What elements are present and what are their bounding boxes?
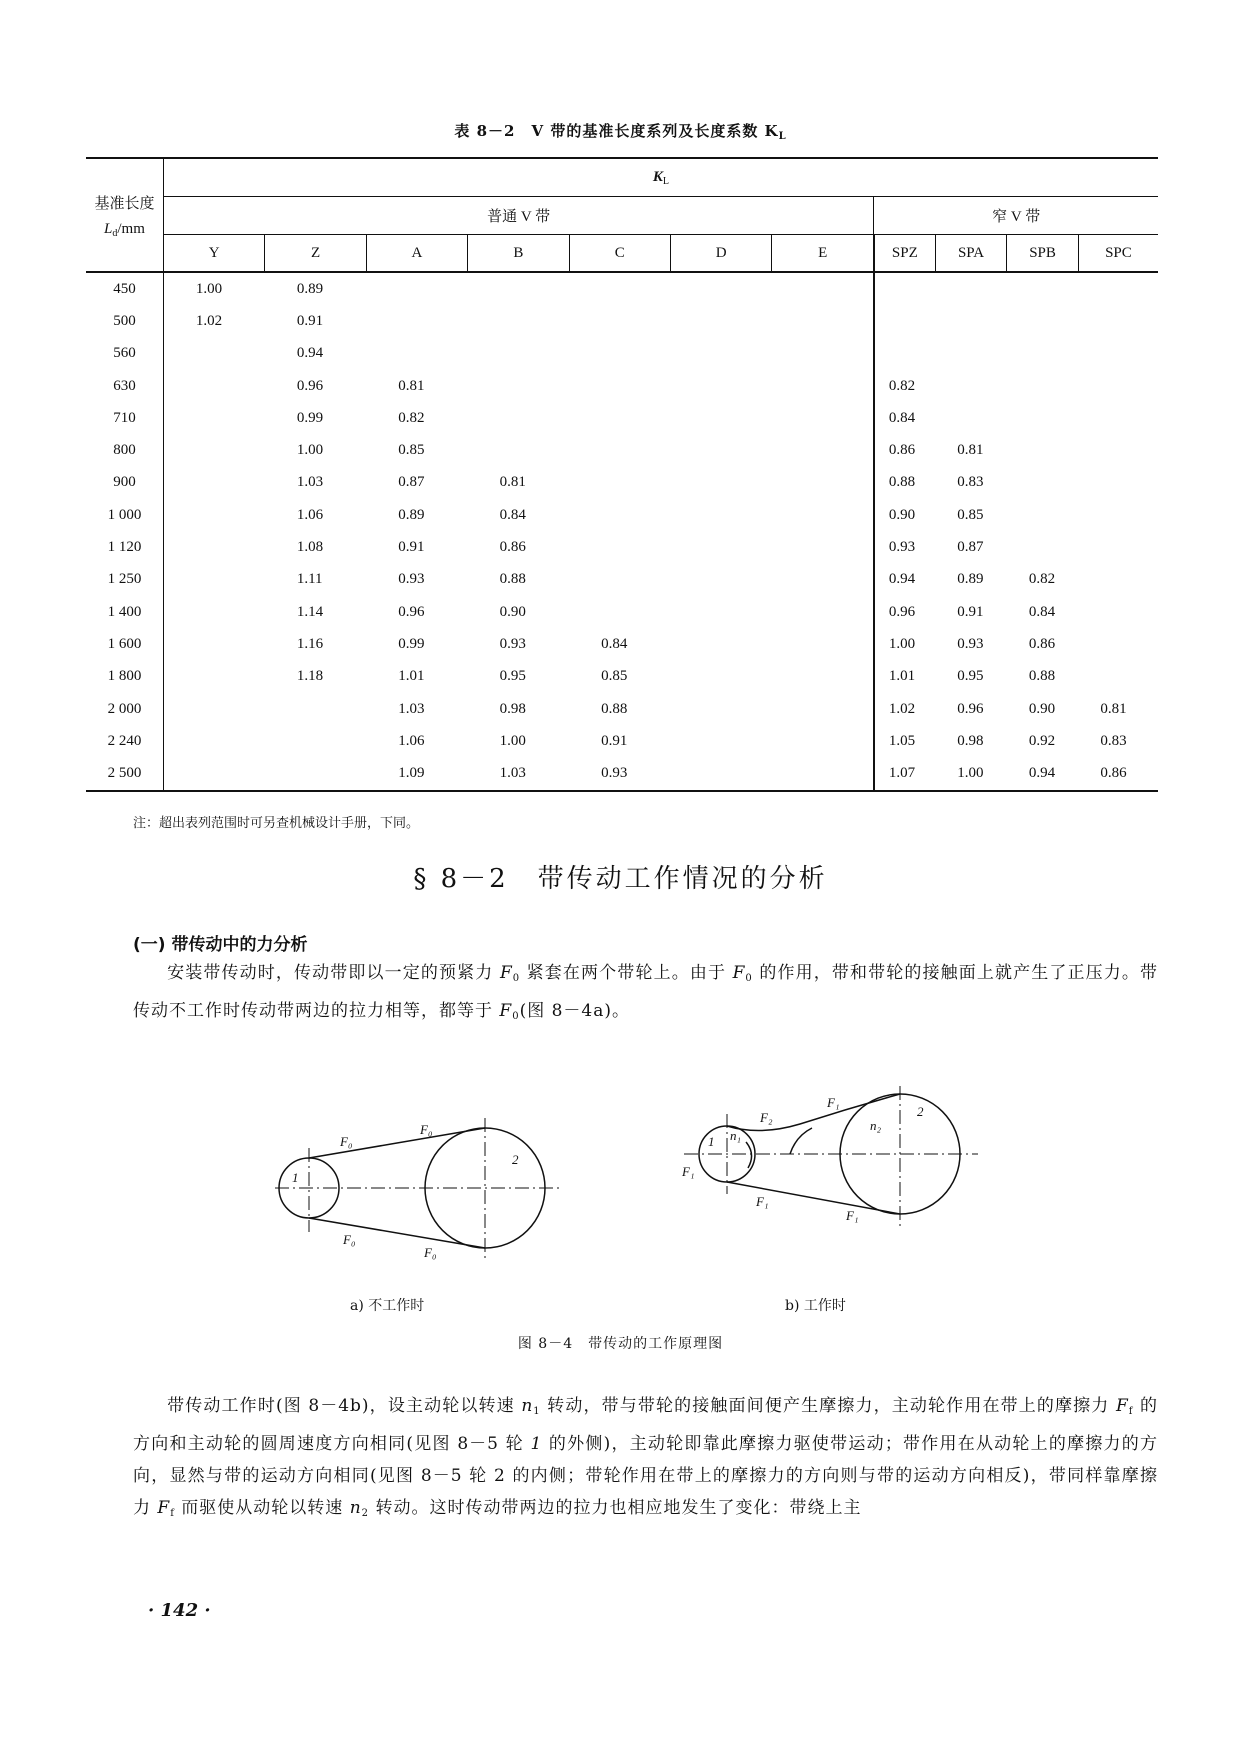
kl-cell: 0.93 — [398, 571, 425, 588]
kl-cell: 0.99 — [296, 409, 324, 426]
length-cell: 1 600 — [107, 635, 142, 652]
column-header: B — [468, 235, 569, 273]
kl-cell: 1.14 — [296, 603, 324, 620]
kl-cell — [671, 272, 772, 305]
kl-cell: 0.94 — [874, 564, 935, 596]
kl-cell — [874, 305, 935, 337]
kl-cell: 0.84 — [499, 506, 526, 523]
kl-cell: 1.06 — [398, 732, 425, 749]
kl-cell — [1078, 628, 1158, 660]
kl-cell — [1007, 531, 1079, 563]
kl-cell — [772, 596, 874, 628]
kl-cell — [772, 628, 874, 660]
kl-cell: 0.91 — [601, 732, 628, 749]
kl-cell — [163, 338, 264, 370]
kl-cell — [1078, 305, 1158, 337]
kl-cell: 0.85 — [398, 442, 425, 459]
length-cell: 450 — [113, 280, 136, 297]
kl-cell: 0.87 — [957, 539, 984, 556]
kl-cell — [366, 272, 467, 305]
kl-cell — [772, 693, 874, 725]
kl-cell — [772, 370, 874, 402]
label-wheel-1: 1 — [708, 1134, 715, 1149]
belt-lower — [309, 1218, 485, 1248]
kl-header: $K_L$ — [163, 158, 1158, 197]
kl-cell: 1.00 — [935, 757, 1007, 790]
group-narrow: 窄 V 带 — [874, 197, 1158, 235]
kl-cell: 0.82 — [874, 370, 935, 402]
kl-cell — [671, 467, 772, 499]
kl-cell: 0.88 — [601, 700, 628, 717]
kl-cell — [671, 564, 772, 596]
table-row — [86, 564, 1158, 596]
figure-caption: 图 8－4 带传动的工作原理图 — [517, 1336, 724, 1352]
kl-cell: 0.81 — [957, 442, 984, 459]
kl-cell: 0.84 — [874, 402, 935, 434]
label-wheel-2: 2 — [512, 1152, 519, 1167]
kl-cell — [1078, 596, 1158, 628]
kl-cell — [569, 531, 670, 563]
figure-a-not-working — [240, 1070, 570, 1270]
kl-cell — [163, 434, 264, 466]
table-row — [86, 434, 1158, 466]
kl-cell — [772, 499, 874, 531]
kl-cell — [569, 564, 670, 596]
kl-cell: 0.86 — [1078, 757, 1158, 790]
kl-cell — [569, 596, 670, 628]
kl-cell — [265, 757, 366, 790]
kl-cell — [1078, 499, 1158, 531]
kl-cell: 0.96 — [296, 377, 324, 394]
figure-b-working — [660, 1070, 990, 1270]
kl-cell — [671, 338, 772, 370]
table-row — [86, 370, 1158, 402]
kl-cell — [671, 531, 772, 563]
kl-cell — [1007, 305, 1079, 337]
length-cell: 1 000 — [107, 506, 142, 523]
kl-cell: 0.82 — [398, 409, 425, 426]
kl-cell — [468, 370, 569, 402]
kl-cell — [163, 467, 264, 499]
kl-cell — [468, 338, 569, 370]
kl-cell: 0.81 — [398, 377, 425, 394]
caption-b: b) 工作时 — [785, 1298, 846, 1314]
kl-cell: 1.03 — [296, 474, 324, 491]
length-cell: 630 — [113, 377, 136, 394]
label-n1: n₁ — [730, 1128, 742, 1143]
kl-cell: 0.94 — [1007, 757, 1079, 790]
kl-cell: 0.81 — [1100, 700, 1127, 717]
kl-cell: 1.00 — [163, 272, 264, 305]
length-cell: 500 — [113, 312, 136, 329]
kl-cell — [671, 725, 772, 757]
column-header: D — [671, 235, 772, 273]
column-header: A — [366, 235, 467, 273]
kl-cell — [1078, 467, 1158, 499]
kl-cell — [163, 628, 264, 660]
kl-cell — [671, 499, 772, 531]
page-number: · 142 · — [148, 1600, 211, 1621]
length-cell: 1 400 — [107, 603, 142, 620]
kl-cell — [671, 661, 772, 693]
kl-cell: 1.18 — [296, 668, 324, 685]
table-row — [86, 757, 1158, 790]
kl-cell — [772, 467, 874, 499]
label-f0-bot1: F₀ — [343, 1232, 356, 1247]
belt-lower — [727, 1182, 900, 1214]
length-cell: 710 — [113, 409, 136, 426]
kl-cell: 0.86 — [874, 434, 935, 466]
kl-cell: 0.85 — [601, 668, 628, 685]
table-row — [86, 305, 1158, 337]
kl-cell — [163, 564, 264, 596]
table-row — [86, 499, 1158, 531]
length-cell: 1 800 — [107, 668, 142, 685]
kl-cell — [1078, 338, 1158, 370]
length-cell: 560 — [113, 345, 136, 362]
kl-cell — [671, 628, 772, 660]
kl-cell — [265, 693, 366, 725]
label-wheel-1: 1 — [292, 1170, 299, 1185]
kl-cell — [1078, 402, 1158, 434]
kl-cell: 0.86 — [499, 539, 526, 556]
kl-cell — [1007, 434, 1079, 466]
table-row — [86, 272, 1158, 305]
kl-cell — [569, 272, 670, 305]
kl-cell: 1.01 — [398, 668, 425, 685]
n2-arrow — [790, 1128, 812, 1154]
kl-cell: 0.91 — [957, 603, 984, 620]
kl-cell: 1.06 — [296, 506, 324, 523]
kl-cell — [772, 757, 874, 790]
kl-cell — [468, 272, 569, 305]
kl-cell: 1.02 — [163, 305, 264, 337]
kl-cell — [1007, 370, 1079, 402]
kl-cell — [163, 661, 264, 693]
kl-cell — [569, 338, 670, 370]
kl-cell: 0.95 — [957, 668, 984, 685]
kl-cell — [772, 564, 874, 596]
kl-cell — [772, 305, 874, 337]
kl-cell — [468, 434, 569, 466]
kl-cell — [569, 370, 670, 402]
kl-cell — [874, 338, 935, 370]
kl-cell: 1.09 — [366, 757, 467, 790]
kl-cell — [468, 305, 569, 337]
kl-cell — [1078, 434, 1158, 466]
kl-cell — [1078, 531, 1158, 563]
kl-cell — [935, 402, 1007, 434]
table-row — [86, 628, 1158, 660]
kl-cell — [163, 370, 264, 402]
kl-cell — [772, 725, 874, 757]
table-row — [86, 531, 1158, 563]
paragraph-1: 安装带传动时，传动带即以一定的预紧力 $F_0$ 紧套在两个带轮上。由于 $F_0$ 的作用，带和带轮的接触面上就产生了正压力。带传动不工作时传动带两边的拉力相等，都等于 $F_0$(图 8－4a)。 — [133, 963, 1159, 1022]
kl-cell — [1007, 402, 1079, 434]
kl-cell — [671, 757, 772, 790]
column-header: E — [772, 235, 874, 273]
kl-cell: 0.83 — [957, 474, 984, 491]
length-cell: 800 — [113, 442, 136, 459]
kl-cell — [1007, 338, 1079, 370]
kl-cell — [1078, 272, 1158, 305]
belt-upper — [309, 1128, 485, 1158]
kl-cell — [671, 370, 772, 402]
label-f0-top1: F₀ — [340, 1134, 353, 1149]
label-f1-bot2: F₁ — [846, 1208, 859, 1223]
kl-cell — [772, 434, 874, 466]
kl-cell — [671, 402, 772, 434]
label-f1-bot1: F₁ — [756, 1194, 769, 1209]
table-row — [86, 402, 1158, 434]
length-cell: 1 120 — [107, 539, 142, 556]
kl-cell: 0.93 — [874, 531, 935, 563]
kl-cell: 1.02 — [874, 693, 935, 725]
kl-cell — [772, 402, 874, 434]
kl-cell: 1.00 — [296, 442, 324, 459]
length-cell: 900 — [113, 474, 136, 491]
kl-cell: 0.83 — [1100, 732, 1127, 749]
kl-cell: 0.81 — [499, 474, 526, 491]
kl-cell — [366, 338, 467, 370]
kl-cell: 0.93 — [957, 635, 984, 652]
kl-cell: 0.91 — [296, 312, 324, 329]
kl-cell: 0.89 — [957, 571, 984, 588]
kl-cell: 1.01 — [874, 661, 935, 693]
kl-cell: 0.93 — [499, 635, 526, 652]
table-row — [86, 338, 1158, 370]
kl-cell — [366, 305, 467, 337]
label-n2: n₂ — [870, 1118, 882, 1133]
kl-cell: 0.96 — [398, 603, 425, 620]
kl-cell — [1007, 499, 1079, 531]
paragraph-2: 带传动工作时(图 8－4b)，设主动轮以转速 $n_1$ 转动，带与带轮的接触面间便产生摩擦力，主动轮作用在带上的摩擦力 $F_f$ 的方向和主动轮的圆周速度方向相同(见图 8－5 轮 1 的外侧)，主动轮即靠此摩擦力驱使带运动；带作用在从动轮上的摩擦力的方向，显然与带的运动方向相同(见图 8－5 轮 2 的内侧；带轮作用在带上的摩擦力的方向则与带的运动方向相反)，带同样靠摩擦力 $F_f$ 而驱使从动轮以转速 $n_2$ 转动。这时传动带两边的拉力也相应地发生了变化：带绕上主 — [133, 1396, 1158, 1519]
label-f1-top: F₁ — [827, 1095, 840, 1110]
table-note: 注：超出表列范围时可另查机械设计手册，下同。 — [133, 816, 420, 831]
table-row — [86, 661, 1158, 693]
kl-cell: 0.90 — [499, 603, 526, 620]
kl-cell — [163, 693, 264, 725]
kl-cell — [468, 402, 569, 434]
kl-cell — [671, 596, 772, 628]
kl-cell — [935, 272, 1007, 305]
kl-cell — [671, 434, 772, 466]
kl-cell: 1.08 — [296, 539, 324, 556]
kl-cell: 0.94 — [296, 345, 324, 362]
kl-cell: 0.91 — [398, 539, 425, 556]
kl-cell — [569, 467, 670, 499]
table-row — [86, 693, 1158, 725]
kl-cell — [935, 338, 1007, 370]
kl-cell: 1.05 — [874, 725, 935, 757]
kl-cell — [163, 725, 264, 757]
kl-table — [86, 157, 1158, 792]
table-row — [86, 725, 1158, 757]
kl-cell — [569, 305, 670, 337]
kl-cell: 1.07 — [874, 757, 935, 790]
column-header: SPZ — [874, 235, 935, 273]
kl-cell — [569, 499, 670, 531]
table-title: 表 8－2 V 带的基准长度系列及长度系数 $K_L$ — [454, 122, 787, 142]
kl-cell — [163, 531, 264, 563]
caption-a: a) 不工作时 — [350, 1298, 425, 1314]
kl-cell: 0.87 — [398, 474, 425, 491]
kl-cell: 1.00 — [874, 628, 935, 660]
column-header: C — [569, 235, 670, 273]
label-f1-left: F₁ — [682, 1164, 695, 1179]
kl-cell — [1007, 467, 1079, 499]
kl-cell: 0.88 — [499, 571, 526, 588]
sub-heading: (一) 带传动中的力分析 — [133, 935, 308, 955]
row-header: 基准长度 $L_d/mm$ — [86, 158, 163, 272]
kl-cell: 0.88 — [1028, 668, 1056, 685]
label-f0-top2: F₀ — [420, 1122, 433, 1137]
column-header: SPA — [935, 235, 1007, 273]
group-ordinary: 普通 V 带 — [163, 197, 873, 235]
kl-cell: 0.98 — [957, 732, 984, 749]
length-cell: 1 250 — [107, 571, 142, 588]
n1-arrow — [746, 1142, 752, 1168]
kl-cell: 0.84 — [601, 635, 628, 652]
column-header: Z — [265, 235, 366, 273]
kl-cell — [569, 434, 670, 466]
column-header: Y — [163, 235, 264, 273]
kl-cell: 0.99 — [398, 635, 425, 652]
table-row — [86, 596, 1158, 628]
section-heading: § 8－2 带传动工作情况的分析 — [413, 864, 828, 894]
kl-cell — [1007, 272, 1079, 305]
kl-cell — [163, 402, 264, 434]
kl-cell — [874, 272, 935, 305]
kl-cell — [1078, 370, 1158, 402]
kl-cell: 0.85 — [957, 506, 984, 523]
kl-cell — [569, 402, 670, 434]
kl-cell — [671, 693, 772, 725]
kl-cell: 0.98 — [499, 700, 526, 717]
kl-cell — [772, 338, 874, 370]
kl-cell: 0.84 — [1028, 603, 1056, 620]
kl-cell: 1.16 — [296, 635, 324, 652]
kl-cell — [935, 305, 1007, 337]
label-wheel-2: 2 — [917, 1104, 924, 1119]
kl-cell — [163, 596, 264, 628]
kl-cell: 0.93 — [569, 757, 670, 790]
kl-cell: 0.88 — [874, 467, 935, 499]
kl-cell: 1.11 — [296, 571, 323, 588]
kl-cell: 0.92 — [1028, 732, 1056, 749]
kl-cell: 1.03 — [398, 700, 425, 717]
kl-cell: 0.96 — [957, 700, 984, 717]
kl-cell — [163, 499, 264, 531]
kl-cell — [163, 757, 264, 790]
kl-cell — [772, 661, 874, 693]
kl-cell: 0.90 — [1028, 700, 1056, 717]
kl-cell — [772, 272, 874, 305]
kl-cell: 0.95 — [499, 668, 526, 685]
column-header: SPB — [1007, 235, 1079, 273]
kl-cell: 0.86 — [1028, 635, 1056, 652]
length-cell: 2 240 — [107, 732, 142, 749]
kl-cell: 0.90 — [874, 499, 935, 531]
kl-cell — [935, 370, 1007, 402]
kl-cell — [1078, 564, 1158, 596]
kl-cell — [265, 725, 366, 757]
table-row — [86, 467, 1158, 499]
kl-cell: 0.96 — [874, 596, 935, 628]
kl-cell — [1078, 661, 1158, 693]
length-cell: 2 000 — [107, 700, 142, 717]
kl-cell — [772, 531, 874, 563]
kl-cell: 0.89 — [296, 280, 324, 297]
kl-cell — [671, 305, 772, 337]
kl-cell: 1.00 — [499, 732, 526, 749]
kl-cell: 0.89 — [398, 506, 425, 523]
kl-cell: 0.82 — [1028, 571, 1056, 588]
length-cell: 2 500 — [86, 757, 163, 790]
kl-cell: 1.03 — [468, 757, 569, 790]
label-f0-bot2: F₀ — [424, 1245, 437, 1260]
column-header: SPC — [1078, 235, 1158, 273]
label-f2: F₂ — [760, 1110, 773, 1125]
